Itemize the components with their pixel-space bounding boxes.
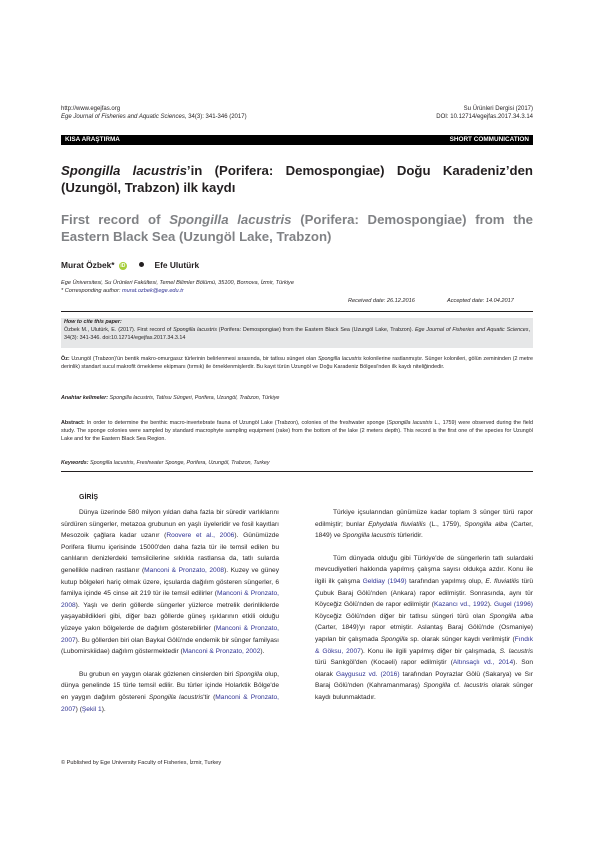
bullet-icon: [139, 262, 144, 267]
journal-citation: [61, 113, 247, 121]
doi[interactable]: DOI: 10.12714/egejfas.2017.34.3.14: [436, 114, 533, 120]
title-species: Spongilla lacustris: [61, 163, 187, 178]
cite-label: How to cite this paper:: [64, 319, 122, 325]
ref-link[interactable]: Geldiay (1949): [362, 577, 407, 585]
citation: How to cite this paper: Özbek M., Ulutürk, E. (2017). First record of Spongilla lacustris (Porifera: Demospongiae) from the Eastern Black Sea (Uzungöl Lake, Trabzon). Ege Journal of Fisheries and Aquatic Sciences, 34(3): 341-346. doi:10.12714/egejfas.2017.34.3.14: [64, 319, 530, 341]
affiliation: Ege Üniversitesi, Su Ürünleri Fakültesi, Temel Bilimler Bölümü, 35100, Bornova, İzmir, Türkiye: [61, 280, 294, 286]
footer-copyright: © Published by Ege University Faculty of Fisheries, İzmir, Turkey: [61, 760, 222, 766]
ref-link[interactable]: Manconi & Pronzato, 2008: [144, 566, 225, 574]
ref-link[interactable]: Manconi & Pronzato, 2008: [61, 590, 279, 609]
article-type-en: SHORT COMMUNICATION: [449, 136, 529, 143]
paragraph: Tüm dünyada olduğu gibi Türkiye'de de süngerlerin tatlı sulardaki mevcudiyetleri hakkında yapılmış çalışma sayısı oldukça azdır. Konu ile ilgili ilk çalışma Geldiay (1949) tarafından yapılmış olup, E. fluviatilis türü Çubuk Baraj Gölü'nden (Ankara) rapor edilmiştir. Sonrasında, aynı tür Köyceğiz Gölü'nden de rapor edilmiştir (Kazancı vd., 1992). Gugel (1996) Köyceğiz Gölü'nden diğer bir tatlısu süngeri türü olan Spongilla alba (Carter, 1849)'yı rapor etmiştir. Aslantaş Baraj Gölü'nde (Osmaniye) yapılan bir çalışmada Spongilla sp. olarak sünger kaydı verilmiştir (Fındık & Göksu, 2007). Konu ile ilgili yapılmış diğer bir çalışmada, S. lacustris türü Sarıkgöl'den (Kocaeli) rapor edilmiştir (Altınsaçlı vd., 2014). Son olarak Gaygusuz vd. (2016) tarafından Poyrazlar Gölü (Sakarya) ve Sır Baraj Gölü'nden (Kahramanmaraş) Spongilla cf. lacustris olarak sünger kaydı bulunmaktadır.: [315, 554, 534, 701]
ref-link[interactable]: Manconi & Pronzato, 2002: [182, 648, 261, 656]
accepted-date: Accepted date: 14.04.2017: [447, 298, 514, 304]
abstract-english: Abstract: In order to determine the benthic macro-invertebrate fauna of Uzungöl Lake (Trabzon), colonies of the freshwater sponge (Spongilla lacustris L., 1759) were observed during the field study. The sponge colonies were sampled by standard macrophyte sampling equipment (rake) from the bottom of the lake (2 meters depth). This record is the first one of the species for Uzungöl Lake and for the Eastern Black Sea Region.: [61, 420, 533, 442]
divider: [61, 311, 533, 312]
ref-link[interactable]: Manconi & Pronzato, 2007: [61, 624, 280, 644]
title-en-post: (Porifera: Demospongiae) from the Eastern Black Sea (Uzungöl Lake, Trabzon): [61, 212, 533, 244]
journal-url[interactable]: http://www.egejfas.org: [61, 106, 121, 112]
title-rest: ’in (Porifera: Demospongiae) Doğu Karadeniz’den (Uzungöl, Trabzon) ilk kaydı: [61, 163, 533, 195]
ref-link[interactable]: Gugel (1996): [494, 601, 533, 609]
title-english: [61, 211, 533, 245]
left-column: [61, 507, 279, 715]
ref-link[interactable]: Gaygusuz vd. (2016): [335, 670, 400, 678]
keywords-english: Keywords: Spongilla lacustris, Freshwater Sponge, Porifera, Uzungöl, Trabzon, Turkey: [61, 460, 270, 466]
abstract-label: Abstract:: [61, 420, 85, 426]
volume-pages: , 34(3): 341-346 (2017): [184, 114, 247, 120]
orcid-icon[interactable]: iD: [120, 263, 126, 269]
received-date: Received date: 26.12.2016: [348, 298, 415, 304]
authors: [61, 260, 199, 270]
email-link[interactable]: murat.ozbek@ege.edu.tr: [121, 288, 184, 294]
abstract-turkish: Öz: Uzungöl (Trabzon)'ün bentik makro-omurgasız türlerinin belirlenmesi sırasında, bir tatlısu süngeri olan Spongilla lacustris kolonilerine rastlanmıştır. Sünger kolonileri, gölün zemininden (2 metre derinlik) standart sucul makrofit örnekleme ekipmanı (tırmık) ile örneklenmişlerdir. Bu kayıt türün Uzungöl ve Doğu Karadeniz Bölgesi'nden ilk kaydı niteliğindedir.: [61, 356, 533, 370]
title-en-pre: First record of: [61, 212, 170, 227]
author-ozbek: Murat Özbek*: [61, 260, 115, 270]
journal-name-tr: Su Ürünleri Dergisi (2017): [463, 106, 533, 112]
right-column: [315, 507, 533, 704]
oz-label: Öz:: [61, 356, 70, 362]
ref-link[interactable]: Manconi & Pronzato, 2007: [61, 693, 279, 713]
corresponding-author: * Corresponding author: murat.ozbek@ege.edu.tr: [61, 288, 184, 294]
paragraph: Bu grubun en yaygın olarak gözlenen cinslerden biri Spongilla olup, dünya genelinde 15 türle temsil edilir. Bu türler içinde Holarktik Bölge'de en yaygın dağılım göstereni Spongilla lacustris'tir (Manconi & Pronzato, 2007) (Şekil 1).: [61, 670, 279, 713]
title-en-species: Spongilla lacustris: [169, 212, 292, 227]
paragraph: Türkiye içsularından günümüze kadar toplam 3 sünger türü rapor edilmiştir; bunlar Ephydatia fluviatilis (L., 1759), Spongilla alba (Carter, 1849) ve Spongilla lacustris türleridir.: [315, 509, 533, 540]
journal-name: Ege Journal of Fisheries and Aquatic Sciences: [61, 114, 185, 120]
ref-link[interactable]: Roovere et al., 2006: [166, 532, 235, 540]
figure-link[interactable]: Şekil 1: [81, 705, 102, 713]
keywords-label: Keywords:: [61, 460, 89, 466]
paragraph: Dünya üzerinde 580 milyon yıldan daha fazla bir süredir varlıklarını sürdüren süngerler, metazoa grubunun en yaşlı üyeleridir ve fosil kayıtları Mesozoik çağlara kadar uzanır (Roovere et al., 2006). Günümüzde Porifera filumu içerisinde 15000'den daha fazla tür ile temsil edilen bu canlıların denizlerdeki temsilcilerine sıklıkla rastlansa da, tatlı sularda genellikle nadiren rastlanır (Manconi & Pronzato, 2008). Kuzey ve güney kutup bölgeleri hariç olmak üzere, içsularda dağılım gösteren süngerler, 6 familya içinde 45 cinse ait 219 tür ile temsil edilirler (Manconi & Pronzato, 2008). Yaşlı ve derin göllerde süngerler yüzlerce metrelik derinliklerde yaşayabildikleri gibi, diğer bazı göllerde güneş ışıklarının etkili olduğu yüzeye yakın bölgelerde de dağılım gösterebilirler (Manconi & Pronzato, 2007). Bu göllerden biri olan Baykal Gölü'nde endemik bir sünger familyası (Lubomirskiidae) dağılım göstermektedir (Manconi & Pronzato, 2002).: [61, 509, 280, 656]
title-turkish: [61, 162, 533, 196]
divider: [61, 471, 533, 472]
ref-link[interactable]: Fındık & Göksu, 2007: [315, 635, 533, 655]
ref-link[interactable]: Altınsaçlı vd., 2014: [452, 659, 514, 667]
article-type-bar: [61, 135, 533, 145]
keywords-turkish: Anahtar kelimeler: Spongilla lacustris, Tatlısu Süngeri, Porifera, Uzungöl, Trabzon, Türkiye: [61, 395, 280, 401]
article-type-tr: KISA ARAŞTIRMA: [65, 136, 120, 143]
section-heading-giris: GİRİŞ: [79, 494, 99, 501]
author-uluturk: Efe Ulutürk: [154, 260, 200, 270]
ref-link[interactable]: Kazancı vd., 1992: [434, 601, 488, 609]
anahtar-label: Anahtar kelimeler:: [61, 395, 109, 401]
